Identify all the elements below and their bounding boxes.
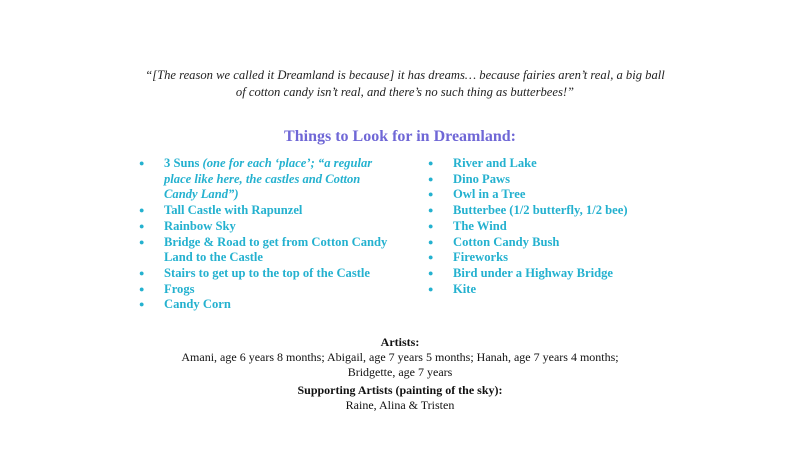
list-item	[428, 172, 678, 188]
quote: “[The reason we called it Dreamland is because] it has dreams… because fairies aren’t real, a big ball of cotton candy isn’t real, and there’s no such thing as butterbees!”	[145, 68, 665, 99]
item-label: The Wind	[453, 218, 507, 233]
list-item	[428, 282, 678, 298]
list-item	[139, 219, 389, 235]
list-item	[428, 219, 678, 235]
list-item	[139, 282, 389, 298]
list-item	[139, 156, 389, 203]
list-item	[139, 297, 389, 313]
bullet-icon: ●	[428, 205, 434, 216]
item-label: 3 Suns	[164, 156, 200, 170]
item-note: (one for each ‘place’; “a regular place like here, the castles and Cotton Candy Land”)	[164, 156, 373, 202]
bullet-icon: ●	[428, 220, 434, 231]
supporting-artists-names: Raine, Alina & Tristen	[345, 398, 455, 412]
list-heading: Things to Look for in Dreamland:	[284, 128, 516, 145]
list-item	[428, 235, 678, 251]
item-label: Bird under a Highway Bridge	[453, 265, 614, 280]
bullet-icon: ●	[139, 299, 145, 310]
artists-names: Amani, age 6 years 8 months; Abigail, age 7 years 5 months; Hanah, age 7 years 4 months; Bridgette, age 7 years	[181, 350, 619, 379]
bullet-icon: ●	[428, 267, 434, 278]
bullet-icon: ●	[428, 236, 434, 247]
item-label: Rainbow Sky	[164, 218, 236, 233]
item-label: Owl in a Tree	[453, 187, 526, 202]
list-item	[428, 203, 678, 219]
list-item	[428, 250, 678, 266]
item-label: Bridge & Road to get from Cotton Candy Land to the Castle	[164, 234, 388, 265]
item-label: Fireworks	[453, 250, 509, 265]
bullet-icon: ●	[139, 236, 145, 247]
item-label: Candy Corn	[164, 297, 231, 312]
artists-label: Artists:	[380, 335, 420, 349]
item-label: Cotton Candy Bush	[453, 234, 560, 249]
item-label: Kite	[453, 281, 477, 296]
bullet-icon: ●	[139, 220, 145, 231]
item-label: Stairs to get up to the top of the Castle	[164, 265, 371, 280]
bullet-icon: ●	[428, 252, 434, 263]
list-item	[428, 156, 678, 172]
bullet-icon: ●	[428, 158, 434, 168]
items-list-right	[428, 156, 678, 297]
bullet-icon: ●	[428, 173, 434, 184]
supporting-artists-label: Supporting Artists (painting of the sky):	[297, 383, 503, 397]
list-item	[428, 266, 678, 282]
item-label: Tall Castle with Rapunzel	[164, 203, 303, 218]
list-item	[139, 203, 389, 219]
bullet-icon: ●	[139, 158, 145, 168]
item-label: Frogs	[164, 281, 195, 296]
bullet-icon: ●	[139, 205, 145, 216]
bullet-icon: ●	[139, 283, 145, 294]
item-label: River and Lake	[453, 156, 537, 170]
list-item	[139, 266, 389, 282]
list-item	[428, 187, 678, 203]
item-label: Butterbee (1/2 butterfly, 1/2 bee)	[453, 203, 628, 218]
artists-credits	[0, 335, 800, 380]
items-list-left	[139, 156, 389, 313]
item-label: Dino Paws	[453, 171, 511, 186]
supporting-artists-credits	[0, 383, 800, 413]
bullet-icon: ●	[428, 283, 434, 294]
list-item	[139, 235, 389, 266]
bullet-icon: ●	[139, 267, 145, 278]
bullet-icon: ●	[428, 189, 434, 200]
